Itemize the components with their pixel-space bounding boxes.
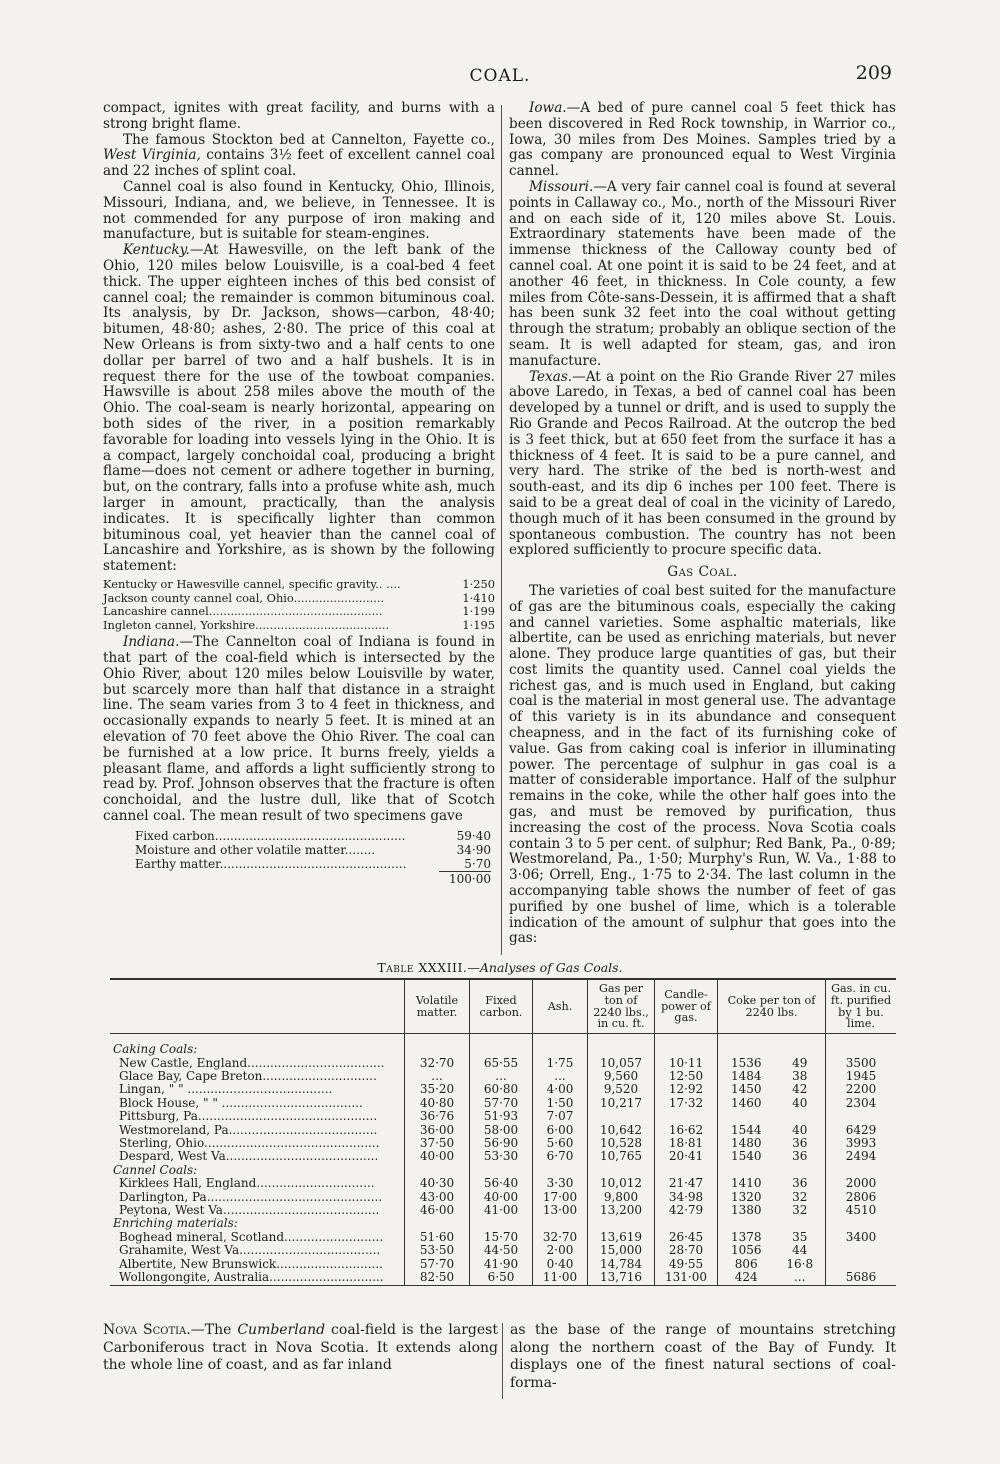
column-header: Ash. (533, 979, 588, 1034)
table-row: Ingleton cannel, Yorkshire..................................... 1·195 (103, 617, 495, 632)
section-heading: Texas. (529, 368, 573, 385)
total-row: 100·00 (135, 871, 491, 886)
table-cell: 40·00 (470, 1191, 533, 1204)
table-cell: 3993 (826, 1137, 897, 1150)
table-cell: 46·00 (405, 1204, 470, 1217)
section-row (110, 1217, 896, 1230)
column-header: Gas. in cu. ft. purified by 1 bu. lime. (826, 979, 897, 1034)
table-cell: 38 (792, 1069, 808, 1083)
table-header-row (110, 979, 896, 1034)
table-cell: 51·60 (405, 1231, 470, 1244)
table-row (110, 1204, 896, 1217)
table-cell: 1480 (718, 1137, 775, 1150)
row-label: Kirklees Hall, England............................... (119, 1176, 375, 1191)
table-row: Moisture and other volatile matter........ 34·90 (135, 842, 491, 857)
row-label: Wollongongite, Australia.............................. (110, 1271, 405, 1285)
paragraph: compact, ignites with great facility, and burns with a strong bright flame. (103, 100, 495, 132)
indiana-paragraph: Indiana.—The Cannelton coal of Indiana is found in that part of the coal-field which is intersected by the Ohio River, about 120 miles below Louisville by water, but scarcely more than half that distance in a straight line. The seam varies from 3 to 4 feet in thickness, and occasionally expands to nearly 5 feet. It is mined at an elevation of 70 feet above the Ohio River. The coal can be furnished at a low price. It burns freely, yields a pleasant flame, and affords a light sufficiently strong to read by. Prof. Johnson observes that the fracture is often conchoidal, and the lustre dull, like that of Scotch cannel coal. The mean result of two specimens gave (103, 634, 495, 825)
table-cell: 10,057 (588, 1057, 655, 1070)
section-row (110, 1034, 896, 1057)
table-cell: 13,619 (588, 1231, 655, 1244)
table-row (110, 1137, 896, 1150)
table-cell: 41·90 (470, 1258, 533, 1271)
section-row (110, 1164, 896, 1177)
table-cell: 15·70 (470, 1231, 533, 1244)
row-label: Despard, West Va........................................ (119, 1149, 379, 1164)
table-cell: 2494 (826, 1150, 897, 1163)
section-title: Enriching materials: (113, 1216, 238, 1231)
table-cell: 40·00 (405, 1150, 470, 1163)
table-cell: 1484 (718, 1070, 775, 1083)
table-cell: 1945 (826, 1070, 897, 1083)
table-cell: 1540 (718, 1150, 775, 1163)
table-cell: 9,560 (588, 1070, 655, 1083)
table-cell: 4·00 (533, 1083, 588, 1096)
table-cell: 2·00 (533, 1244, 588, 1257)
section-heading: Nova Scotia. (103, 1322, 191, 1338)
table-cell: 5686 (826, 1271, 897, 1285)
row-label: Westmoreland, Pa....................................... (119, 1122, 378, 1137)
table-cell: 40·30 (405, 1177, 470, 1190)
table-cell: 53·50 (405, 1244, 470, 1257)
missouri-paragraph: Missouri.—A very fair cannel coal is found at several points in Callaway co., Mo., north of the Missouri River and on each side of it, 120 miles above St. Louis. Extraordinary statements have been made of the immense thickness of the Calloway county bed of cannel coal. At one point it is said to be 24 feet, and at another 46 feet, in thickness. In Cole county, a few miles from Côte-sans-Dessein, it is affirmed that a shaft has been sunk 32 feet into the coal without getting through the stratum; probably an oblique section of the seam. It is well adapted for steam, gas, and iron manufacture. (509, 178, 896, 369)
nova-scotia-paragraph: Nova Scotia.—The Cumberland coal-field is the largest Carboniferous tract in Nova Scotia. It extends along the whole line of coast, and as far inland (103, 1322, 498, 1373)
table-cell (718, 1110, 775, 1123)
table-cell: 13·00 (533, 1204, 588, 1217)
table-cell: 0·40 (533, 1258, 588, 1271)
table-cell: 1320 (718, 1191, 775, 1204)
column-header: Volatile matter. (405, 979, 470, 1034)
column-header: Coke per ton of 2240 lbs. (718, 979, 826, 1034)
table-cell (588, 1110, 655, 1123)
table-cell: 5·60 (533, 1137, 588, 1150)
table-cell: 13,200 (588, 1204, 655, 1217)
table-cell: 42·79 (655, 1204, 718, 1217)
table-cell: 49 (792, 1055, 808, 1070)
table-row (110, 1231, 896, 1244)
table-cell: 17·00 (533, 1191, 588, 1204)
table-caption: Table XXXIII.—Analyses of Gas Coals. (377, 960, 623, 975)
table-row (110, 1244, 896, 1257)
table-cell: 40·80 (405, 1097, 470, 1110)
table-cell: 1544 (718, 1124, 775, 1137)
table-cell: 32·70 (405, 1057, 470, 1070)
table-cell: 11·00 (533, 1271, 588, 1285)
table-cell: 14,784 (588, 1258, 655, 1271)
table-cell: 10,642 (588, 1124, 655, 1137)
table-cell: 1380 (718, 1204, 775, 1217)
table-row (110, 1057, 896, 1070)
gas-paragraph: The varieties of coal best suited for the manufacture of gas are the bituminous coals, especially the caking and cannel varieties. Some asphaltic materials, like albertite, can be used as enriching materials, but never alone. They produce large quantities of gas, but their cost limits the quantity used. Cannel coal yields the richest gas, and is much used in England, but caking coal is the material in most general use. The advantage of this variety is in its abundance and consequent cheapness, and in the fact of its furnishing coke of value. Gas from caking coal is inferior in illuminating power. The percentage of sulphur in gas coal is a matter of considerable importance. Half of the sulphur remains in the coke, while the other half goes into the gas, and must be removed by purification, thus increasing the cost of the process. Nova Scotia coals contain 3 to 5 per cent. of sulphur; Red Bank, Pa., 0·89; Westmoreland, Pa., 1·50; Murphy's Run, W. Va., 1·88 to 3·06; Orrell, Eng., 1·75 to 2·34. The last column in the accompanying table shows the number of feet of gas purified by one bushel of lime, which is a tolerable indication of the amount of sulphur that goes into the gas: (509, 582, 896, 947)
row-label: Grahamite, West Va..................................... (119, 1243, 381, 1258)
table-cell: 37·50 (405, 1137, 470, 1150)
table-cell: 43·00 (405, 1191, 470, 1204)
table-cell: 131·00 (655, 1271, 718, 1285)
table-cell: 21·47 (655, 1177, 718, 1190)
table-row (110, 1110, 896, 1123)
table-cell: 424 (718, 1271, 775, 1285)
table-row (110, 1150, 896, 1163)
table-cell: 1536 (718, 1057, 775, 1070)
table-cell: 53·30 (470, 1150, 533, 1163)
table-cell: 36 (792, 1176, 808, 1191)
table-cell: 51·93 (470, 1110, 533, 1123)
table-cell: 10,217 (588, 1097, 655, 1110)
table-cell: 1·75 (533, 1057, 588, 1070)
table-cell: 12·92 (655, 1083, 718, 1096)
table-cell: 1·50 (533, 1097, 588, 1110)
paragraph: The famous Stockton bed at Cannelton, Fayette co., West Virginia, contains 3½ feet of excellent cannel coal and 22 inches of splint coal. (103, 131, 496, 180)
table-cell: 1450 (718, 1083, 775, 1096)
table-row (110, 1070, 896, 1083)
column-divider (502, 1323, 503, 1399)
section-heading: Indiana. (123, 634, 180, 651)
table-cell: 3·30 (533, 1177, 588, 1190)
table-cell: 1378 (718, 1231, 775, 1244)
table-cell: ... (470, 1070, 533, 1083)
column-header: Gas per ton of 2240 lbs., in cu. ft. (588, 979, 655, 1034)
texas-paragraph: Texas.—At a point on the Rio Grande River 27 miles above Laredo, in Texas, a bed of cannel coal has been developed by a tunnel or drift, and is used to supply the Rio Grande and Pecos Railroad. At the outcrop the bed is 3 feet thick, but at 650 feet from the surface it has a thickness of 4 feet. It is said to be a pure cannel, and very hard. The strike of the bed is north-west and south-east, and its dip 6 inches per 100 feet. There is said to be a great deal of coal in the vicinity of Laredo, though much of it has been consumed in the ground by spontaneous combustion. The country has not been explored sufficiently to procure specific data. (509, 368, 896, 559)
row-label: Boghead mineral, Scotland.......................... (119, 1229, 384, 1244)
table-cell: 10,528 (588, 1137, 655, 1150)
table-cell: 9,520 (588, 1083, 655, 1096)
specific-gravity-table (103, 578, 495, 632)
table-cell: ... (774, 1271, 825, 1285)
table-row (110, 1097, 896, 1110)
table-cell: 60·80 (470, 1083, 533, 1096)
running-header: COAL. (469, 66, 531, 86)
table-cell: 28·70 (655, 1244, 718, 1257)
row-label: Pittsburg, Pa............................................... (119, 1109, 378, 1124)
table-cell: 6·70 (533, 1150, 588, 1163)
table-cell: 58·00 (470, 1124, 533, 1137)
table-cell: 20·41 (655, 1150, 718, 1163)
page-number: 209 (855, 62, 892, 84)
table-cell (826, 1258, 897, 1271)
table-cell (826, 1110, 897, 1123)
table-row: Fixed carbon.................................................. 59·40 (135, 828, 491, 843)
column-header: Candle-power of gas. (655, 979, 718, 1034)
section-heading: Iowa. (529, 100, 567, 116)
table-cell: 34·98 (655, 1191, 718, 1204)
table-cell: 42 (792, 1082, 808, 1097)
table-cell: 1410 (718, 1177, 775, 1190)
continuation-paragraph: as the base of the range of mountains stretching along the northern coast of the Bay of Fundy. It displays one of the finest natural sections of coal-forma- (510, 1322, 896, 1391)
table-cell: 32·70 (533, 1231, 588, 1244)
column-header: Fixed carbon. (470, 979, 533, 1034)
table-cell: 7·07 (533, 1110, 588, 1123)
table-cell: 41·00 (470, 1204, 533, 1217)
table-cell: 6429 (826, 1124, 897, 1137)
table-cell: 16·62 (655, 1124, 718, 1137)
table-cell: 6·00 (533, 1124, 588, 1137)
table-cell: 2304 (826, 1097, 897, 1110)
row-label: Glace Bay, Cape Breton.............................. (119, 1069, 377, 1083)
iowa-paragraph: Iowa.—A bed of pure cannel coal 5 feet thick has been discovered in Red Rock township, in Warrior co., Iowa, 30 miles from Des Moines. Samples tried by a gas company are pronounced equal to West Virginia cannel. (509, 100, 896, 180)
table-cell: 806 (718, 1258, 775, 1271)
table-cell: 56·40 (470, 1177, 533, 1190)
table-cell (655, 1110, 718, 1123)
table-row (110, 1083, 896, 1096)
table-row (110, 1177, 896, 1190)
table-cell: 49·55 (655, 1258, 718, 1271)
column-header (110, 979, 405, 1034)
table-cell: 17·32 (655, 1097, 718, 1110)
table-cell: 4510 (826, 1204, 897, 1217)
table-cell: 6·50 (470, 1271, 533, 1285)
table-cell: 2806 (826, 1191, 897, 1204)
right-column (509, 101, 896, 1056)
table-cell: 44·50 (470, 1244, 533, 1257)
column-divider (501, 105, 502, 955)
section-heading: Kentucky. (123, 242, 190, 259)
table-cell: 1056 (718, 1244, 775, 1257)
table-cell: 56·90 (470, 1137, 533, 1150)
gas-coal-heading: Gas Coal. (667, 564, 738, 581)
kentucky-paragraph: Kentucky.—At Hawesville, on the left bank of the Ohio, 120 miles below Louisville, is a coal-bed 4 feet thick. The upper eighteen inches of this bed consist of cannel coal; the remainder is common bituminous coal. Its analysis, by Dr. Jackson, shows—carbon, 48·40; bitumen, 48·80; ashes, 2·80. The price of this coal at New Orleans is from sixty-two and a half cents to one dollar per barrel of two and a half bushels. It is in request there for the use of the towboat companies. Hawsville is about 258 miles above the mouth of the Ohio. The coal-seam is nearly horizontal, appearing on both sides of the river, in a position remarkably favorable for loading into vessels lying in the Ohio. It is a compact, largely conchoidal coal, producing a bright flame—does not cement or adhere together in burning, but, on the contrary, falls into a profuse white ash, much larger in amount, practically, than the analysis indicates. It is specifically lighter than common bituminous coal, yet heavier than the cannel coal of Lancashire and Yorkshire, as is shown by the following statement: (103, 242, 495, 575)
table-cell: ... (405, 1070, 470, 1083)
table-row: Earthy matter................................................. 5·70 (135, 856, 491, 872)
table-cell: 44 (792, 1243, 808, 1258)
composition-table (135, 829, 491, 886)
table-cell: 15,000 (588, 1244, 655, 1257)
section-title: Caking Coals: (113, 1042, 198, 1057)
table-cell: 35 (792, 1229, 808, 1244)
table-cell: 18·81 (655, 1137, 718, 1150)
paragraph: Cannel coal is also found in Kentucky, Ohio, Illinois, Missouri, Indiana, and, we believe, in Tennessee. It is not commended for any purpose of iron making and manufacture, but is suitable for steam-engines. (103, 178, 495, 243)
table-cell: 12·50 (655, 1070, 718, 1083)
table-cell: 57·70 (470, 1097, 533, 1110)
table-row: Jackson county cannel coal, Ohio......................... 1·410 (103, 590, 495, 605)
table-row: Lancashire cannel................................................ 1·199 (103, 604, 495, 619)
table-cell (774, 1110, 825, 1123)
table-cell: 40 (792, 1122, 808, 1137)
row-label: Albertite, New Brunswick............................ (119, 1256, 383, 1271)
row-label: Peytona, West Va......................................... (119, 1203, 380, 1218)
section-heading: Missouri. (529, 178, 594, 195)
table-cell: 1460 (718, 1097, 775, 1110)
table-row (110, 1258, 896, 1271)
table-cell: 57·70 (405, 1258, 470, 1271)
table-cell: 32 (792, 1203, 808, 1218)
row-label: Lingan, " " ...................................... (119, 1082, 333, 1097)
section-title: Cannel Coals: (113, 1162, 198, 1177)
table-cell: 36 (792, 1149, 808, 1164)
table-cell: 40 (792, 1095, 808, 1110)
row-label: Darlington, Pa.............................................. (119, 1189, 383, 1204)
table-cell: 32 (792, 1189, 808, 1204)
table-row (110, 1191, 896, 1204)
table-cell: 10·11 (655, 1057, 718, 1070)
table-cell: 36·00 (405, 1124, 470, 1137)
gas-analysis-table (110, 978, 896, 1286)
table-cell: 13,716 (588, 1271, 655, 1285)
row-label: Block House, " " ..................................... (119, 1095, 363, 1110)
table-cell: 9,800 (588, 1191, 655, 1204)
table-row: Kentucky or Hawesville cannel, specific gravity.. .... 1·250 (103, 576, 495, 591)
table-row (110, 1124, 896, 1137)
table-cell: 3400 (826, 1231, 897, 1244)
table-cell: 16·8 (786, 1256, 814, 1271)
table-cell: 26·45 (655, 1231, 718, 1244)
table-cell: 2200 (826, 1083, 897, 1096)
table-cell: 10,765 (588, 1150, 655, 1163)
table-cell: ... (533, 1070, 588, 1083)
table-cell: 36 (792, 1136, 808, 1151)
row-label: New Castle, England.................................... (119, 1055, 385, 1070)
table-cell: 3500 (826, 1057, 897, 1070)
left-column (103, 101, 495, 1056)
table-cell: 65·55 (470, 1057, 533, 1070)
table-cell: 2000 (826, 1177, 897, 1190)
table-cell: 82·50 (405, 1271, 470, 1285)
row-label: Sterling, Ohio.............................................. (119, 1136, 380, 1151)
table-row (110, 1271, 896, 1285)
table-cell: 35·20 (405, 1083, 470, 1096)
table-cell (826, 1244, 897, 1257)
table-cell: 10,012 (588, 1177, 655, 1190)
table-cell: 36·76 (405, 1110, 470, 1123)
